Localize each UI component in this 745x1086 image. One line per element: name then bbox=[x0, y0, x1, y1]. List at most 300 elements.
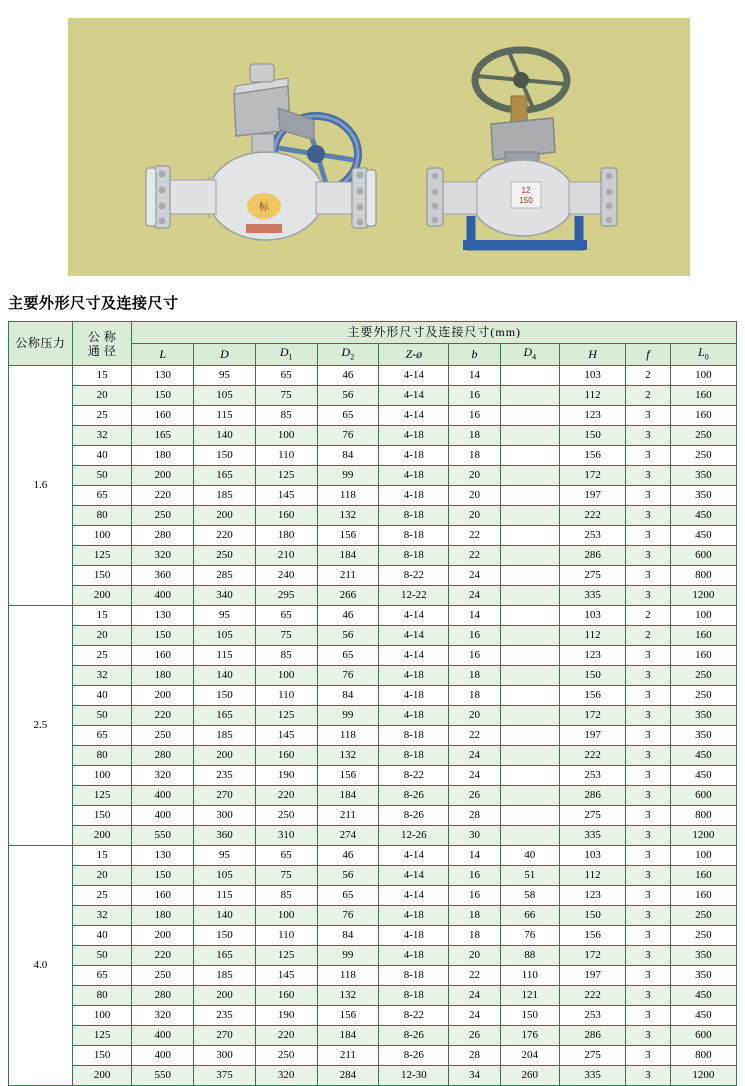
dimension-cell: 250 bbox=[670, 666, 736, 686]
nominal-diameter-cell: 80 bbox=[72, 506, 132, 526]
dimension-cell: 24 bbox=[449, 746, 500, 766]
dimension-cell: 8-26 bbox=[379, 786, 449, 806]
dimension-cell: 22 bbox=[449, 546, 500, 566]
dimension-cell: 350 bbox=[670, 946, 736, 966]
dimension-cell: 4-18 bbox=[379, 906, 449, 926]
dimension-cell: 3 bbox=[626, 726, 671, 746]
dimension-cell: 100 bbox=[670, 366, 736, 386]
table-row bbox=[9, 806, 737, 826]
dimension-cell: 335 bbox=[560, 1066, 626, 1086]
worm-gear-ball-valve-right bbox=[413, 40, 643, 260]
dimension-cell: 105 bbox=[194, 626, 256, 646]
dimension-cell: 220 bbox=[132, 486, 194, 506]
dimension-cell: 185 bbox=[194, 486, 256, 506]
dimension-cell: 550 bbox=[132, 1066, 194, 1086]
dimension-cell: 18 bbox=[449, 666, 500, 686]
dimension-cell: 1200 bbox=[670, 586, 736, 606]
nominal-diameter-cell: 200 bbox=[72, 586, 132, 606]
dimension-cell: 3 bbox=[626, 566, 671, 586]
nominal-diameter-cell: 50 bbox=[72, 946, 132, 966]
dimension-cell: 400 bbox=[132, 786, 194, 806]
dimension-cell: 160 bbox=[132, 646, 194, 666]
dimension-cell: 4-14 bbox=[379, 606, 449, 626]
dimension-cell bbox=[500, 446, 560, 466]
nominal-pressure-cell: 2.5 bbox=[9, 606, 73, 846]
table-row bbox=[9, 426, 737, 446]
dimension-cell bbox=[500, 386, 560, 406]
dimension-cell: 3 bbox=[626, 1066, 671, 1086]
dimension-cell: 118 bbox=[317, 966, 379, 986]
header-nominal-pressure: 公称压力 bbox=[9, 322, 73, 366]
dimension-cell: 110 bbox=[255, 446, 317, 466]
dimension-cell: 275 bbox=[560, 566, 626, 586]
dimension-cell: 130 bbox=[132, 366, 194, 386]
dimension-cell: 300 bbox=[194, 1046, 256, 1066]
dimension-cell: 84 bbox=[317, 926, 379, 946]
table-row bbox=[9, 606, 737, 626]
dimension-cell: 4-18 bbox=[379, 686, 449, 706]
dimension-table bbox=[8, 321, 737, 1086]
dimension-cell bbox=[500, 646, 560, 666]
nominal-diameter-cell: 150 bbox=[72, 1046, 132, 1066]
dimension-cell: 160 bbox=[670, 626, 736, 646]
dimension-cell: 4-18 bbox=[379, 466, 449, 486]
table-row bbox=[9, 666, 737, 686]
dimension-cell: 600 bbox=[670, 546, 736, 566]
dimension-cell: 150 bbox=[194, 446, 256, 466]
dimension-cell: 250 bbox=[132, 506, 194, 526]
dimension-cell: 46 bbox=[317, 366, 379, 386]
dimension-cell: 8-18 bbox=[379, 726, 449, 746]
dimension-cell: 266 bbox=[317, 586, 379, 606]
dimension-cell: 12-22 bbox=[379, 586, 449, 606]
nominal-diameter-cell: 125 bbox=[72, 786, 132, 806]
nominal-diameter-cell: 15 bbox=[72, 366, 132, 386]
dimension-cell: 156 bbox=[317, 1006, 379, 1026]
dimension-cell: 105 bbox=[194, 386, 256, 406]
dimension-cell: 112 bbox=[560, 386, 626, 406]
dimension-cell: 110 bbox=[255, 926, 317, 946]
dimension-cell: 12-30 bbox=[379, 1066, 449, 1086]
dimension-cell: 46 bbox=[317, 606, 379, 626]
dimension-cell: 118 bbox=[317, 726, 379, 746]
dimension-cell: 16 bbox=[449, 646, 500, 666]
table-row bbox=[9, 846, 737, 866]
dimension-cell: 200 bbox=[194, 986, 256, 1006]
dimension-cell: 28 bbox=[449, 806, 500, 826]
nominal-diameter-cell: 40 bbox=[72, 926, 132, 946]
nominal-diameter-cell: 32 bbox=[72, 666, 132, 686]
dimension-cell: 3 bbox=[626, 946, 671, 966]
dimension-cell: 28 bbox=[449, 1046, 500, 1066]
dimension-cell: 211 bbox=[317, 566, 379, 586]
dimension-cell: 160 bbox=[255, 986, 317, 1006]
dimension-cell: 3 bbox=[626, 646, 671, 666]
dimension-cell: 3 bbox=[626, 786, 671, 806]
dimension-cell: 95 bbox=[194, 606, 256, 626]
dimension-cell: 190 bbox=[255, 766, 317, 786]
header-col-L: L bbox=[132, 344, 194, 366]
dimension-cell bbox=[500, 686, 560, 706]
dimension-cell: 30 bbox=[449, 826, 500, 846]
dimension-cell: 150 bbox=[132, 626, 194, 646]
dimension-cell: 400 bbox=[132, 1026, 194, 1046]
dimension-cell: 132 bbox=[317, 986, 379, 1006]
dimension-cell: 286 bbox=[560, 786, 626, 806]
nominal-diameter-cell: 125 bbox=[72, 1026, 132, 1046]
dimension-cell: 204 bbox=[500, 1046, 560, 1066]
dimension-cell: 4-18 bbox=[379, 926, 449, 946]
dimension-cell: 184 bbox=[317, 786, 379, 806]
dimension-cell: 8-26 bbox=[379, 1046, 449, 1066]
dimension-cell: 600 bbox=[670, 1026, 736, 1046]
dimension-cell: 200 bbox=[194, 746, 256, 766]
dimension-cell: 235 bbox=[194, 1006, 256, 1026]
dimension-cell: 56 bbox=[317, 626, 379, 646]
dimension-cell: 34 bbox=[449, 1066, 500, 1086]
dimension-cell: 220 bbox=[132, 706, 194, 726]
dimension-cell: 165 bbox=[132, 426, 194, 446]
dimension-cell bbox=[500, 826, 560, 846]
dimension-cell: 185 bbox=[194, 726, 256, 746]
dimension-cell: 20 bbox=[449, 506, 500, 526]
dimension-cell: 335 bbox=[560, 586, 626, 606]
dimension-cell: 3 bbox=[626, 426, 671, 446]
nominal-diameter-cell: 100 bbox=[72, 766, 132, 786]
dimension-cell: 75 bbox=[255, 626, 317, 646]
nominal-diameter-cell: 40 bbox=[72, 446, 132, 466]
dimension-cell: 121 bbox=[500, 986, 560, 1006]
dimension-cell: 280 bbox=[132, 986, 194, 1006]
dimension-cell: 110 bbox=[500, 966, 560, 986]
nominal-pressure-cell: 1.6 bbox=[9, 366, 73, 606]
dimension-cell: 220 bbox=[255, 1026, 317, 1046]
table-row bbox=[9, 586, 737, 606]
header-col-D: D bbox=[194, 344, 256, 366]
dimension-cell: 3 bbox=[626, 766, 671, 786]
nominal-diameter-cell: 15 bbox=[72, 846, 132, 866]
dimension-cell: 310 bbox=[255, 826, 317, 846]
table-header-row-1 bbox=[9, 322, 737, 344]
dimension-cell: 112 bbox=[560, 626, 626, 646]
nominal-diameter-cell: 65 bbox=[72, 726, 132, 746]
dimension-cell: 4-14 bbox=[379, 866, 449, 886]
dimension-cell: 211 bbox=[317, 806, 379, 826]
dimension-cell: 165 bbox=[194, 946, 256, 966]
dimension-cell: 76 bbox=[317, 426, 379, 446]
dimension-cell bbox=[500, 426, 560, 446]
dimension-cell: 123 bbox=[560, 406, 626, 426]
dimension-cell: 103 bbox=[560, 366, 626, 386]
dimension-cell: 350 bbox=[670, 706, 736, 726]
dimension-cell: 800 bbox=[670, 806, 736, 826]
dimension-cell: 253 bbox=[560, 766, 626, 786]
dimension-cell: 3 bbox=[626, 546, 671, 566]
dimension-cell: 160 bbox=[255, 506, 317, 526]
dimension-cell: 16 bbox=[449, 406, 500, 426]
dimension-cell: 3 bbox=[626, 806, 671, 826]
dimension-cell: 26 bbox=[449, 786, 500, 806]
header-col-Z: Z-ø bbox=[379, 344, 449, 366]
dimension-cell bbox=[500, 486, 560, 506]
nominal-diameter-cell: 100 bbox=[72, 1006, 132, 1026]
dimension-cell: 250 bbox=[670, 446, 736, 466]
dimension-cell: 190 bbox=[255, 1006, 317, 1026]
nominal-diameter-cell: 150 bbox=[72, 566, 132, 586]
dimension-cell: 400 bbox=[132, 586, 194, 606]
dimension-cell: 145 bbox=[255, 966, 317, 986]
table-row bbox=[9, 646, 737, 666]
dimension-cell: 65 bbox=[317, 406, 379, 426]
dimension-cell: 160 bbox=[670, 866, 736, 886]
table-body bbox=[9, 366, 737, 1086]
dimension-cell: 16 bbox=[449, 886, 500, 906]
dimension-cell: 360 bbox=[132, 566, 194, 586]
table-row bbox=[9, 926, 737, 946]
nominal-diameter-cell: 25 bbox=[72, 886, 132, 906]
dimension-cell: 375 bbox=[194, 1066, 256, 1086]
dimension-cell: 14 bbox=[449, 606, 500, 626]
nominal-diameter-cell: 65 bbox=[72, 486, 132, 506]
dimension-cell: 150 bbox=[500, 1006, 560, 1026]
dimension-cell: 84 bbox=[317, 686, 379, 706]
dimension-cell: 115 bbox=[194, 886, 256, 906]
header-col-L0: $L_0$ bbox=[670, 344, 736, 366]
dimension-cell: 76 bbox=[317, 666, 379, 686]
table-row bbox=[9, 1046, 737, 1066]
dimension-cell: 160 bbox=[670, 406, 736, 426]
nominal-diameter-cell: 20 bbox=[72, 626, 132, 646]
table-row bbox=[9, 906, 737, 926]
dimension-cell: 66 bbox=[500, 906, 560, 926]
dimension-cell: 172 bbox=[560, 946, 626, 966]
header-nominal-diameter-line1: 公 称 bbox=[87, 329, 117, 344]
dimension-cell: 156 bbox=[560, 926, 626, 946]
dimension-cell: 8-18 bbox=[379, 546, 449, 566]
table-row bbox=[9, 486, 737, 506]
dimension-cell bbox=[500, 666, 560, 686]
nominal-diameter-cell: 65 bbox=[72, 966, 132, 986]
nominal-diameter-cell: 80 bbox=[72, 986, 132, 1006]
dimension-cell: 99 bbox=[317, 706, 379, 726]
dimension-cell: 3 bbox=[626, 666, 671, 686]
dimension-cell: 4-14 bbox=[379, 386, 449, 406]
dimension-cell: 132 bbox=[317, 746, 379, 766]
dimension-cell: 550 bbox=[132, 826, 194, 846]
dimension-cell: 3 bbox=[626, 706, 671, 726]
dimension-cell: 3 bbox=[626, 1006, 671, 1026]
dimension-cell: 220 bbox=[255, 786, 317, 806]
dimension-cell: 172 bbox=[560, 466, 626, 486]
dimension-cell: 284 bbox=[317, 1066, 379, 1086]
dimension-cell: 145 bbox=[255, 726, 317, 746]
dimension-cell: 285 bbox=[194, 566, 256, 586]
dimension-cell: 112 bbox=[560, 866, 626, 886]
nominal-diameter-cell: 150 bbox=[72, 806, 132, 826]
dimension-cell: 2 bbox=[626, 366, 671, 386]
product-image-banner bbox=[68, 18, 690, 276]
dimension-cell: 286 bbox=[560, 546, 626, 566]
dimension-cell: 8-18 bbox=[379, 526, 449, 546]
dimension-cell: 172 bbox=[560, 706, 626, 726]
dimension-cell: 3 bbox=[626, 846, 671, 866]
dimension-cell: 240 bbox=[255, 566, 317, 586]
nominal-diameter-cell: 20 bbox=[72, 866, 132, 886]
dimension-cell: 180 bbox=[132, 666, 194, 686]
dimension-cell: 84 bbox=[317, 446, 379, 466]
dimension-cell: 280 bbox=[132, 526, 194, 546]
dimension-cell bbox=[500, 626, 560, 646]
dimension-cell: 222 bbox=[560, 986, 626, 1006]
table-row bbox=[9, 886, 737, 906]
dimension-cell: 180 bbox=[132, 906, 194, 926]
dimension-cell: 340 bbox=[194, 586, 256, 606]
dimension-cell: 250 bbox=[670, 686, 736, 706]
dimension-cell: 165 bbox=[194, 706, 256, 726]
dimension-cell: 99 bbox=[317, 946, 379, 966]
dimension-cell: 3 bbox=[626, 686, 671, 706]
dimension-cell: 85 bbox=[255, 886, 317, 906]
dimension-cell: 95 bbox=[194, 846, 256, 866]
header-group-title: 主要外形尺寸及连接尺寸(mm) bbox=[132, 322, 737, 344]
dimension-cell: 4-18 bbox=[379, 486, 449, 506]
header-col-f: f bbox=[626, 344, 671, 366]
nominal-diameter-cell: 20 bbox=[72, 386, 132, 406]
dimension-cell: 3 bbox=[626, 406, 671, 426]
dimension-cell: 274 bbox=[317, 826, 379, 846]
dimension-cell: 156 bbox=[317, 526, 379, 546]
page bbox=[0, 18, 745, 1086]
dimension-cell: 140 bbox=[194, 906, 256, 926]
dimension-cell: 4-14 bbox=[379, 886, 449, 906]
dimension-cell: 18 bbox=[449, 906, 500, 926]
table-row bbox=[9, 506, 737, 526]
table-row bbox=[9, 526, 737, 546]
dimension-cell: 18 bbox=[449, 686, 500, 706]
dimension-cell: 320 bbox=[132, 766, 194, 786]
dimension-cell: 3 bbox=[626, 866, 671, 886]
dimension-cell: 85 bbox=[255, 406, 317, 426]
table-row bbox=[9, 966, 737, 986]
dimension-cell: 3 bbox=[626, 826, 671, 846]
dimension-cell: 156 bbox=[317, 766, 379, 786]
table-row bbox=[9, 1066, 737, 1086]
dimension-cell: 3 bbox=[626, 746, 671, 766]
dimension-cell: 65 bbox=[255, 366, 317, 386]
dimension-cell: 103 bbox=[560, 846, 626, 866]
dimension-cell: 300 bbox=[194, 806, 256, 826]
dimension-cell: 400 bbox=[132, 806, 194, 826]
dimension-cell: 75 bbox=[255, 866, 317, 886]
nominal-diameter-cell: 25 bbox=[72, 646, 132, 666]
dimension-cell: 24 bbox=[449, 766, 500, 786]
dimension-cell: 450 bbox=[670, 1006, 736, 1026]
table-row bbox=[9, 406, 737, 426]
dimension-cell: 3 bbox=[626, 886, 671, 906]
dimension-cell bbox=[500, 406, 560, 426]
dimension-cell: 115 bbox=[194, 646, 256, 666]
dimension-cell: 211 bbox=[317, 1046, 379, 1066]
table-row bbox=[9, 726, 737, 746]
dimension-cell: 235 bbox=[194, 766, 256, 786]
table-row bbox=[9, 466, 737, 486]
table-row bbox=[9, 546, 737, 566]
table-row bbox=[9, 946, 737, 966]
dimension-cell: 8-18 bbox=[379, 966, 449, 986]
dimension-cell: 40 bbox=[500, 846, 560, 866]
dimension-cell: 4-14 bbox=[379, 366, 449, 386]
dimension-cell: 8-18 bbox=[379, 986, 449, 1006]
dimension-cell: 16 bbox=[449, 626, 500, 646]
dimension-cell: 4-18 bbox=[379, 946, 449, 966]
dimension-cell: 8-22 bbox=[379, 566, 449, 586]
table-row bbox=[9, 686, 737, 706]
dimension-cell: 160 bbox=[670, 386, 736, 406]
dimension-cell: 250 bbox=[255, 806, 317, 826]
dimension-cell: 75 bbox=[255, 386, 317, 406]
dimension-cell: 51 bbox=[500, 866, 560, 886]
nominal-diameter-cell: 50 bbox=[72, 466, 132, 486]
dimension-cell: 105 bbox=[194, 866, 256, 886]
table-row bbox=[9, 986, 737, 1006]
dimension-cell: 3 bbox=[626, 986, 671, 1006]
dimension-cell: 16 bbox=[449, 386, 500, 406]
dimension-cell: 100 bbox=[255, 666, 317, 686]
dimension-cell: 1200 bbox=[670, 1066, 736, 1086]
dimension-cell: 99 bbox=[317, 466, 379, 486]
dimension-cell bbox=[500, 546, 560, 566]
dimension-cell: 8-18 bbox=[379, 506, 449, 526]
header-col-D4: $D_4$ bbox=[500, 344, 560, 366]
dimension-cell: 65 bbox=[255, 606, 317, 626]
dimension-cell: 222 bbox=[560, 506, 626, 526]
dimension-cell: 18 bbox=[449, 446, 500, 466]
table-row bbox=[9, 766, 737, 786]
nominal-diameter-cell: 50 bbox=[72, 706, 132, 726]
dimension-cell: 8-22 bbox=[379, 1006, 449, 1026]
dimension-cell: 320 bbox=[132, 546, 194, 566]
dimension-cell: 12-26 bbox=[379, 826, 449, 846]
dimension-cell: 335 bbox=[560, 826, 626, 846]
dimension-cell: 4-18 bbox=[379, 706, 449, 726]
dimension-cell: 145 bbox=[255, 486, 317, 506]
dimension-cell: 3 bbox=[626, 486, 671, 506]
dimension-cell bbox=[500, 526, 560, 546]
dimension-cell: 22 bbox=[449, 526, 500, 546]
dimension-cell: 3 bbox=[626, 966, 671, 986]
dimension-cell: 76 bbox=[317, 906, 379, 926]
dimension-cell: 118 bbox=[317, 486, 379, 506]
svg-text:标: 标 bbox=[259, 202, 269, 213]
dimension-cell: 160 bbox=[670, 886, 736, 906]
table-row bbox=[9, 626, 737, 646]
dimension-cell: 450 bbox=[670, 506, 736, 526]
dimension-cell: 160 bbox=[132, 886, 194, 906]
dimension-cell: 184 bbox=[317, 1026, 379, 1046]
dimension-cell: 76 bbox=[500, 926, 560, 946]
dimension-cell: 253 bbox=[560, 1006, 626, 1026]
dimension-cell bbox=[500, 726, 560, 746]
dimension-cell: 24 bbox=[449, 586, 500, 606]
dimension-cell: 165 bbox=[194, 466, 256, 486]
dimension-cell: 100 bbox=[255, 906, 317, 926]
dimension-cell: 24 bbox=[449, 1006, 500, 1026]
dimension-cell: 3 bbox=[626, 446, 671, 466]
dimension-cell: 160 bbox=[132, 406, 194, 426]
dimension-cell: 180 bbox=[255, 526, 317, 546]
dimension-cell: 280 bbox=[132, 746, 194, 766]
dimension-cell: 20 bbox=[449, 486, 500, 506]
